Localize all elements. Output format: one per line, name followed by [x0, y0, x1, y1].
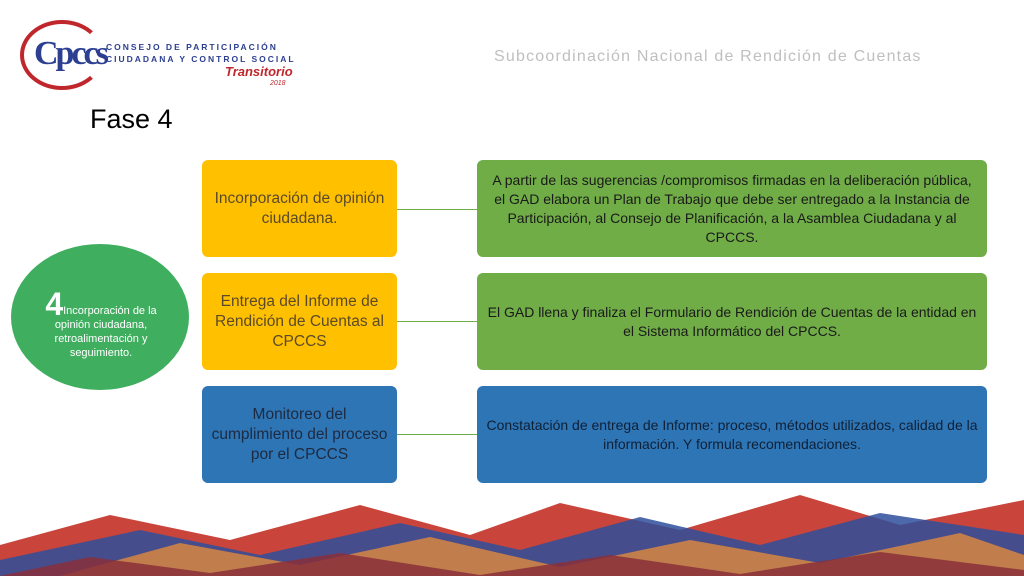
logo-year: 2018 [270, 80, 286, 87]
connector-line-1 [397, 209, 477, 210]
decorative-collage-banner [0, 495, 1024, 576]
step-3-title: Monitoreo del cumplimiento del proceso por el CPCCS [211, 405, 388, 463]
step-3-description-box [477, 386, 987, 483]
step-2-description: El GAD llena y finaliza el Formulario de Rendición de Cuentas de la entidad en el Sistema Informático del CPCCS. [487, 303, 977, 339]
step-1-description: A partir de las sugerencias /compromisos firmadas en la deliberación pública, el GAD elabora un Plan de Trabajo que debe ser entregado a la Instancia de Participación, al Consejo de Planificación, a la Asamblea Ciudadana y al CPCCS. [492, 171, 972, 245]
connector-line-3 [397, 434, 477, 435]
step-3-description: Constatación de entrega de Informe: proceso, métodos utilizados, calidad de la información. Y formula recomendaciones. [486, 416, 978, 452]
cpccs-logo [20, 20, 300, 90]
phase-number: 4 [45, 286, 64, 322]
step-1-title-box [202, 160, 397, 257]
logo-transitorio: Transitorio [225, 64, 293, 79]
step-1-description-box [477, 160, 987, 257]
step-2-description-box [477, 273, 987, 370]
header-subtitle: Subcoordinación Nacional de Rendición de Cuentas [494, 48, 922, 65]
step-3-title-box [202, 386, 397, 483]
logo-mark: Cpccs [34, 35, 106, 72]
step-1-title: Incorporación de opinión ciudadana. [214, 189, 385, 227]
step-2-title: Entrega del Informe de Rendición de Cuentas al CPCCS [215, 292, 384, 350]
logo-org-line1: CONSEJO DE PARTICIPACIÓN [106, 42, 278, 52]
logo-org-line2: CIUDADANA Y CONTROL SOCIAL [106, 54, 296, 64]
phase-title: Fase 4 [90, 104, 173, 134]
phase-circle-text [34, 286, 168, 360]
connector-line-2 [397, 321, 477, 322]
phase-circle-label: Incorporación de la opinión ciudadana, retroalimentación y seguimiento. [54, 305, 157, 359]
step-2-title-box [202, 273, 397, 370]
